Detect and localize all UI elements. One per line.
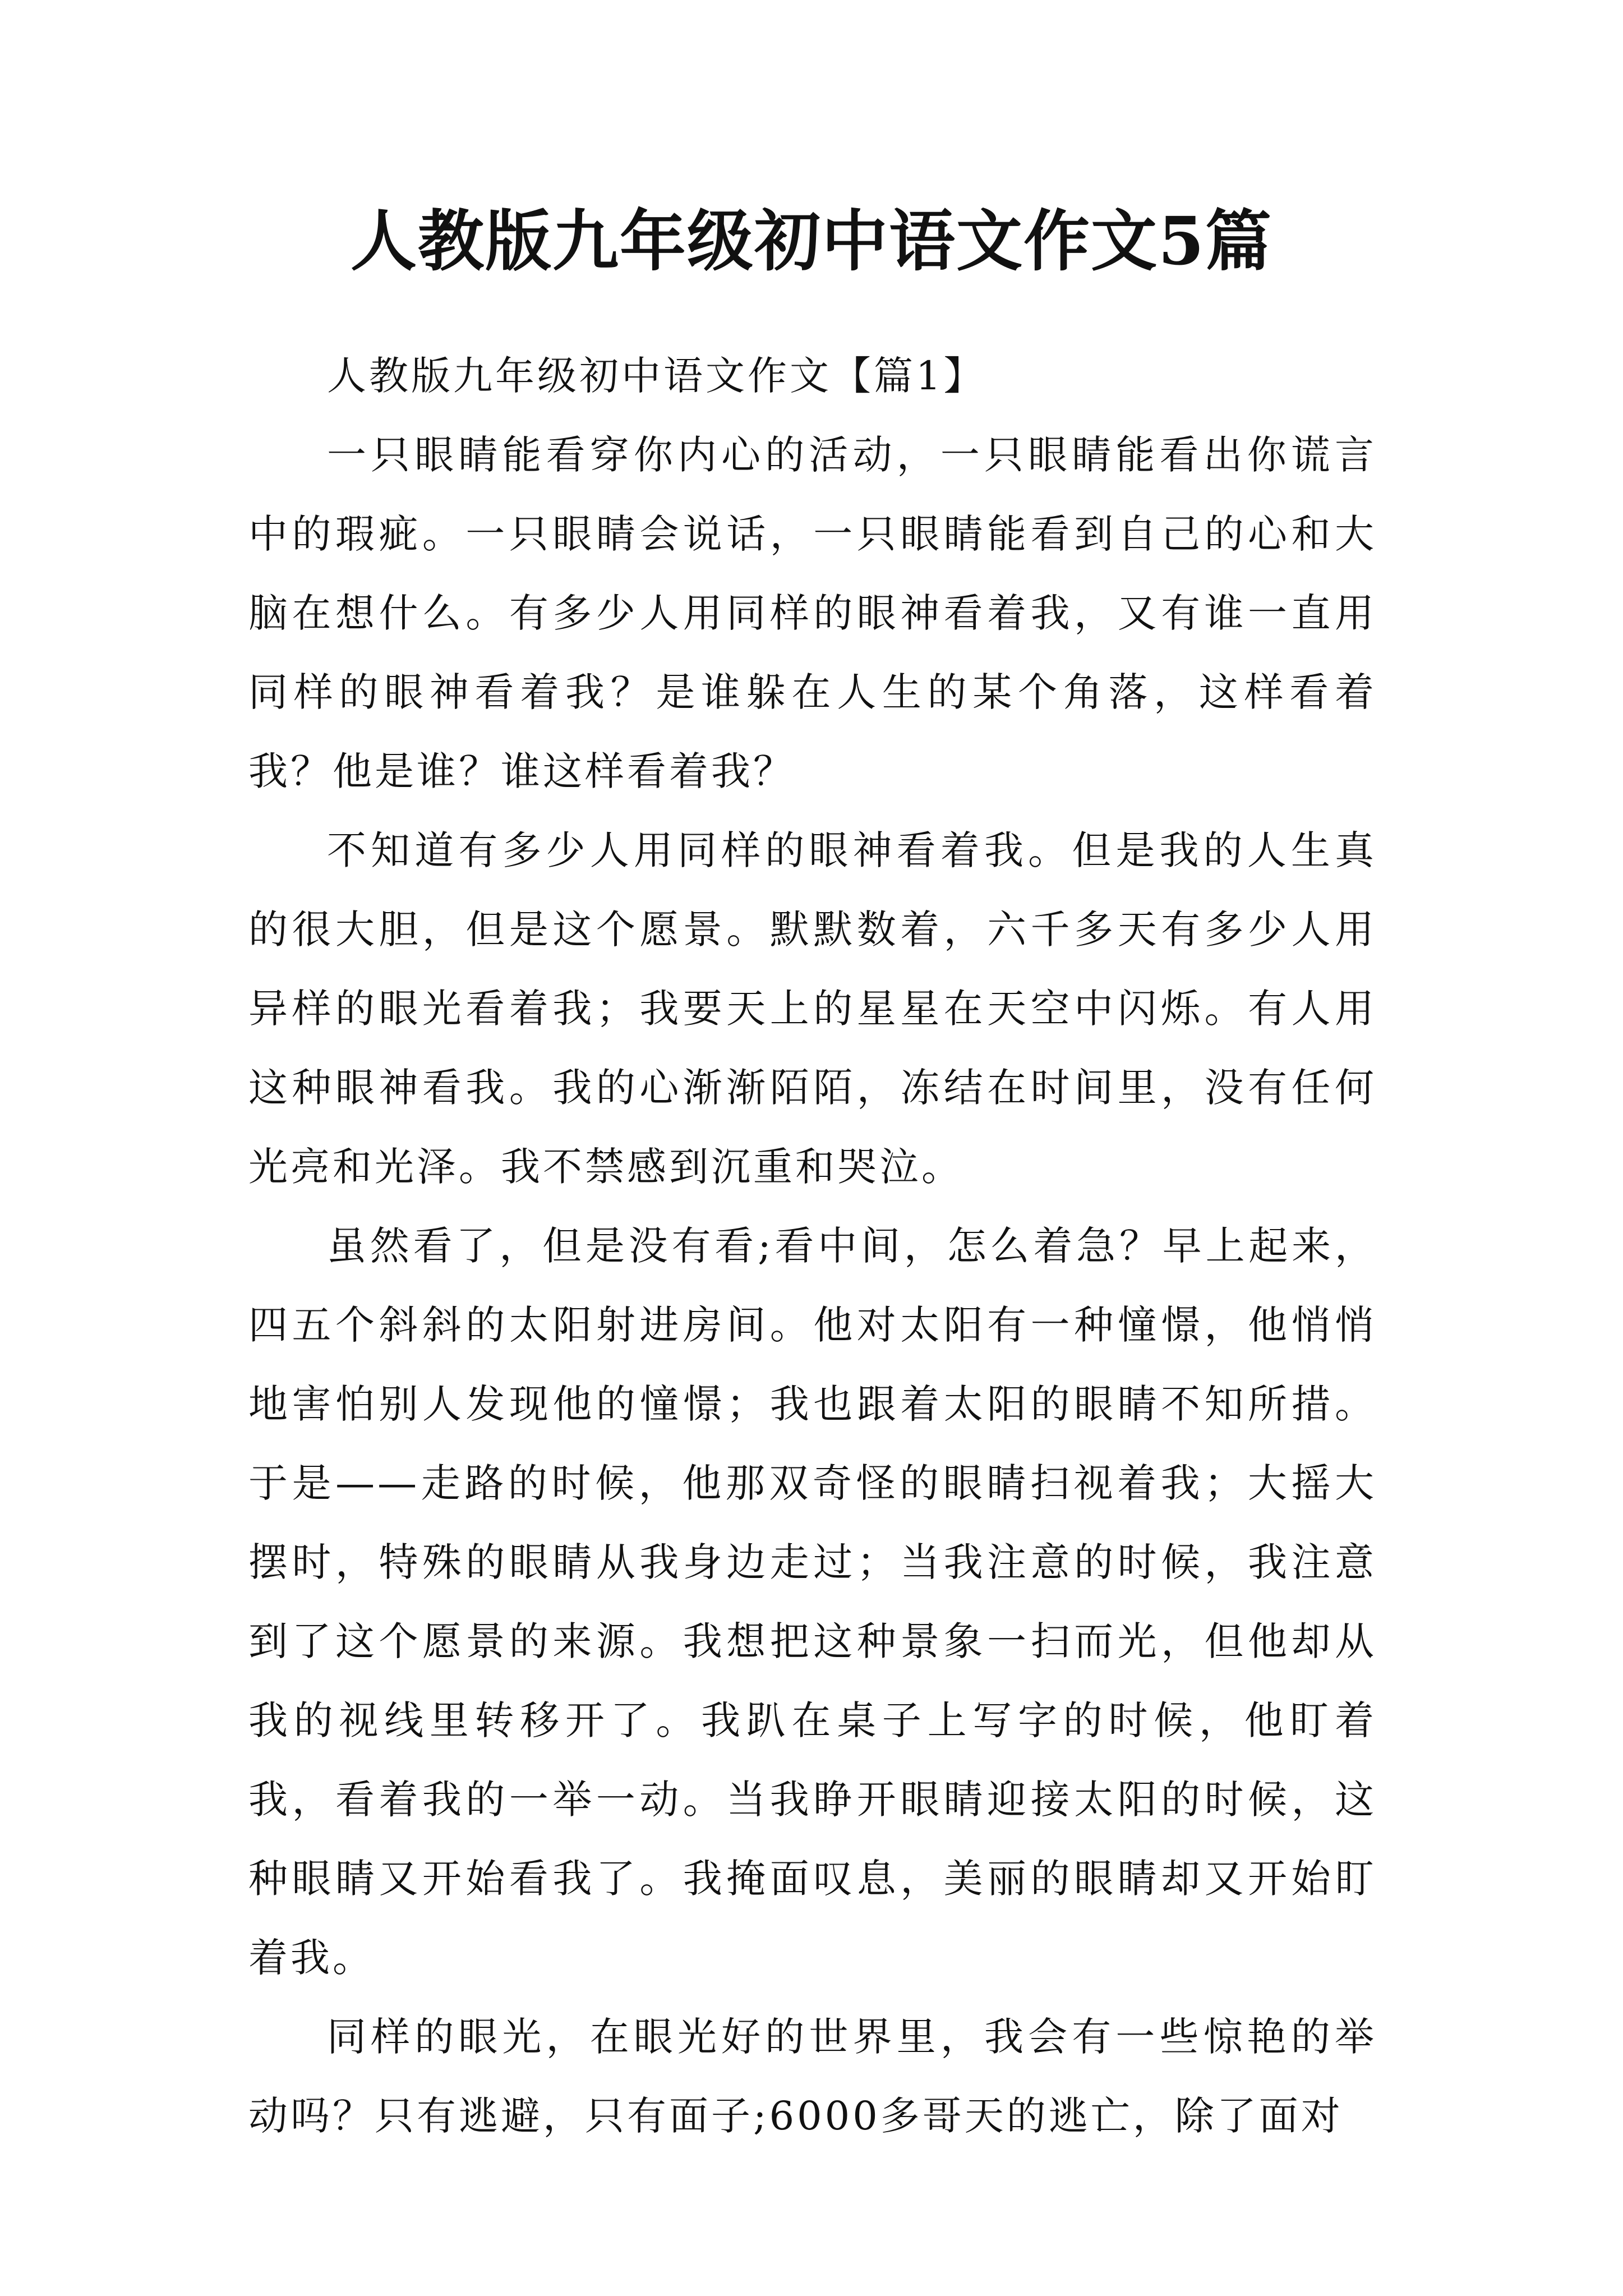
- paragraph: 同样的眼光，在眼光好的世界里，我会有一些惊艳的举动吗？只有逃避，只有面子;6000多哥天的逃亡，除了面对: [248, 2014, 1377, 2139]
- paragraph: 一只眼睛能看穿你内心的活动，一只眼睛能看出你谎言中的瑕疵。一只眼睛会说话，一只眼睛能看到自己的心和大脑在想什么。有多少人用同样的眼神看着我，又有谁一直用同样的眼神看着我？是谁躲在人生的某个角落，这样看着我？他是谁？谁这样看着我？: [248, 432, 1377, 794]
- paragraph: 虽然看了，但是没有看;看中间，怎么着急？早上起来，四五个斜斜的太阳射进房间。他对太阳有一种憧憬，他悄悄地害怕别人发现他的憧憬；我也跟着太阳的眼睛不知所措。于是——走路的时候，他那双奇怪的眼睛扫视着我；大摇大摆时，特殊的眼睛从我身边走过；当我注意的时候，我注意到了这个愿景的来源。我想把这种景象一扫而光，但他却从我的视线里转移开了。我趴在桌子上写字的时候，他盯着我，看着我的一举一动。当我睁开眼睛迎接太阳的时候，这种眼睛又开始看我了。我掩面叹息，美丽的眼睛却又开始盯着我。: [248, 1223, 1377, 1981]
- document-body: [248, 337, 1377, 2156]
- paragraph: 不知道有多少人用同样的眼神看着我。但是我的人生真的很大胆，但是这个愿景。默默数着，六千多天有多少人用异样的眼光看着我；我要天上的星星在天空中闪烁。有人用这种眼神看我。我的心渐渐陌陌，冻结在时间里，没有任何光亮和光泽。我不禁感到沉重和哭泣。: [248, 827, 1377, 1190]
- section-heading: 人教版九年级初中语文作文【篇1】: [327, 353, 986, 399]
- document-title: 人教版九年级初中语文作文5篇: [350, 202, 1273, 280]
